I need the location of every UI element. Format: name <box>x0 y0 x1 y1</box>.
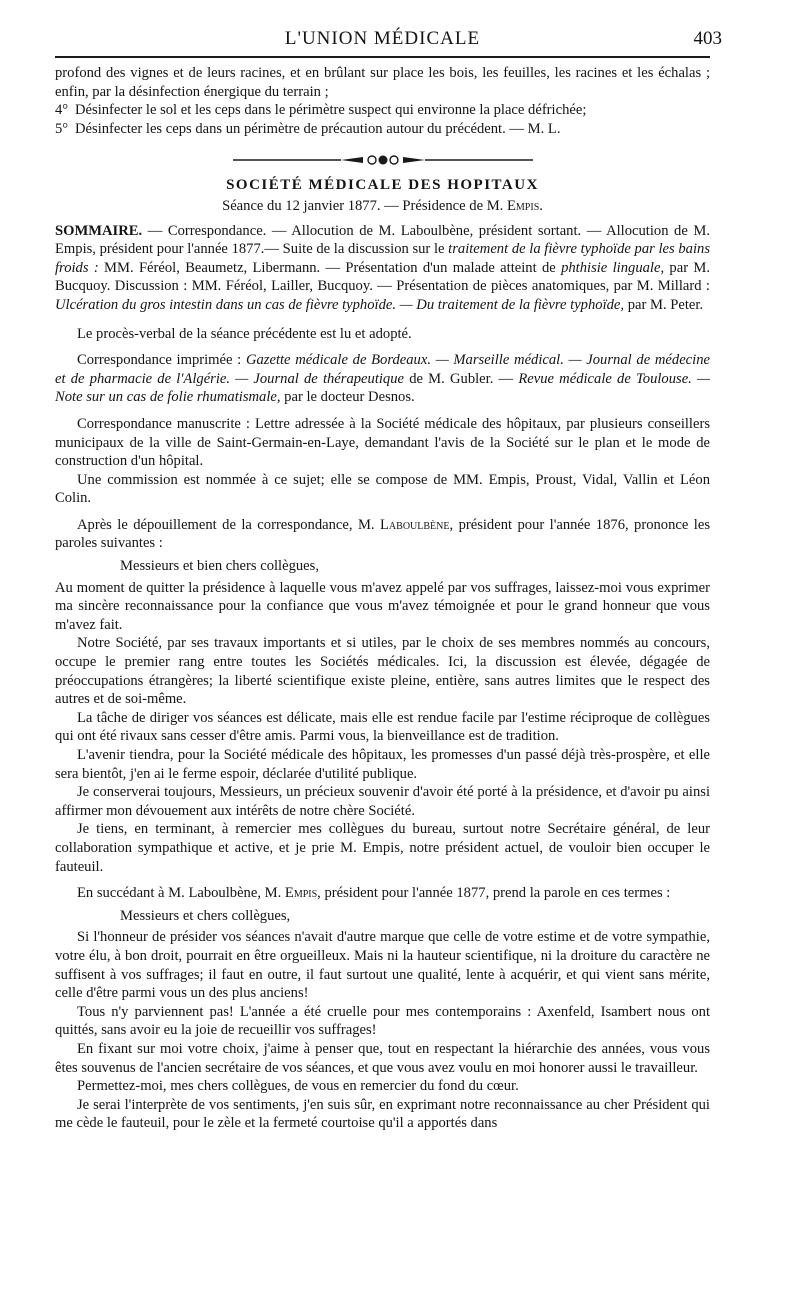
sommaire-text: MM. Féréol, Beaumetz, Libermann. — Présentation d'un malade atteint de <box>98 259 562 276</box>
running-title: L'UNION MÉDICALE <box>284 28 481 49</box>
paragraph-text: Après le dépouillement de la correspondance, M. <box>77 516 381 533</box>
sommaire-italic: traitement de la fièvre typhoïde par les bains froids : <box>55 241 710 276</box>
speech-paragraph: Tous n'y parviennent pas! L'année a été cruelle pour mes contemporains : Axenfeld, Isambert nous ont quittés, sans avoir eu la joie de recueillir vos suffrages! <box>55 1003 710 1039</box>
sommaire-text: — Correspondance. — Allocution de M. Laboulbène, président sortant. — Allocution de M. Empis, président pour l'année 1877.— Suite de la discussion sur le <box>55 222 710 258</box>
president-name: Empis. <box>507 197 543 214</box>
seance-date: Séance du 12 janvier 1877. — Présidence de M. <box>222 197 504 214</box>
sommaire <box>55 222 710 315</box>
sommaire-text: par M. Peter. <box>624 296 704 313</box>
section-title: SOCIÉTÉ MÉDICALE DES HOPITAUX <box>226 177 539 194</box>
speech-paragraph: L'avenir tiendra, pour la Société médicale des hôpitaux, les promesses d'un passé déjà très-prospère, et elle sera bientôt, j'en ai le ferme espoir, déclarée d'utilité publique. <box>55 747 710 782</box>
ornamental-divider <box>55 152 710 168</box>
paragraph-text: de M. Gubler. — <box>404 370 519 387</box>
page-header <box>55 22 722 58</box>
paragraph-text: président pour l'année 1876, prononce les paroles suivantes : <box>55 516 710 552</box>
speech-paragraph: Au moment de quitter la présidence à laquelle vous m'avez appelé par vos suffrages, laissez-moi vous exprimer ma sincère reconnaissance pour la confiance que vous m'avez témoignée et pour le grand honneur que vous m'avez fait. <box>55 579 710 633</box>
page-number: 403 <box>693 28 722 49</box>
speech-paragraph: Si l'honneur de présider vos séances n'avait d'autre marque que celle de votre estime et de votre sympathie, votre élu, à bon droit, pourrait en être orgueilleux. Mais ni la hauteur scientifique, ni la droiture du caractère ne suffisent à vos suffrages; il faut en outre, il faut surtout une qualité, lente à acquérir, et qui vient sans mérite, celle d'être parmi vous un des plus anciens! <box>55 929 710 1002</box>
list-text: Désinfecter le sol et les ceps dans le périmètre suspect qui environne la place défrichée; <box>75 102 587 119</box>
speaker-name: Empis, <box>284 885 321 902</box>
proces-verbal: Le procès-verbal de la séance précédente est lu et adopté. <box>77 325 412 342</box>
sommaire-label: SOMMAIRE. <box>55 222 143 239</box>
list-marker: 4° <box>55 102 69 119</box>
speech-paragraph: Notre Société, par ses travaux importants et si utiles, par le choix de ses membres nommés au concours, occupe le premier rang entre toutes les Sociétés médicales. Ici, la discussion est élevée, dégagée de préoccupations étrangères; la liberté scientifique existe pleine, entière, sans autres limites que le respect des autres et de soi-même. <box>55 635 710 708</box>
seance-line <box>55 197 710 216</box>
divider-ornament-icon <box>233 153 533 167</box>
journal-titles: Gazette médicale de Bordeaux. — Marseille médical. — Journal de médecine et de pharmacie de l'Algérie. — Journal de thérapeutique <box>55 352 710 387</box>
sommaire-italic: phthisie linguale, <box>561 259 665 276</box>
speech-paragraph: Permettez-moi, mes chers collègues, de vous en remercier du fond du cœur. <box>77 1078 519 1095</box>
list-item-5 <box>55 120 710 139</box>
correspondance-imprimee <box>55 351 710 407</box>
list-marker: 5° <box>55 120 69 137</box>
speech-paragraph: La tâche de diriger vos séances est délicate, mais elle est rendue facile par l'estime réciproque de collègues qui ont été rivaux sans cesser d'être amis. Parmi vous, la bienveillance est de tradition. <box>55 709 710 745</box>
speaker-name: Laboulbène, <box>380 516 454 533</box>
journal-titles: Revue médicale de Toulouse. — Note sur un cas de folie rhumatismale, <box>55 370 710 406</box>
speech-paragraph: Je conserverai toujours, Messieurs, un précieux souvenir d'avoir été porté à la présidence, et d'avoir pu ainsi affirmer mon dévouement aux intérêts de notre chère Société. <box>55 784 710 819</box>
paragraph-text: Correspondance imprimée : <box>77 352 246 369</box>
salutation: Messieurs et bien chers collègues, <box>120 558 319 575</box>
speech-paragraph: Je serai l'interprète de vos sentiments, j'en suis sûr, en exprimant notre reconnaissance au cher Président qui me cède le fauteuil, pour le zèle et la fermeté courtoise qu'il a apportés dans <box>55 1096 710 1132</box>
intro-continuation: profond des vignes et de leurs racines, et en brûlant sur place les bois, les feuilles, les racines et les échalas ; enfin, par la désinfection énergique du terrain ; <box>55 65 710 100</box>
en-succedant <box>55 884 710 903</box>
sommaire-text: par M. Bucquoy. Discussion : MM. Féréol, Lailler, Bucquoy. — Présentation de pièces anatomiques, par M. Millard : <box>55 259 710 295</box>
list-item-4 <box>55 101 710 120</box>
article-body <box>55 64 710 1133</box>
sommaire-italic: Ulcération du gros intestin dans un cas de fièvre typhoïde. — Du traitement de la fièvre typhoïde, <box>55 296 625 313</box>
paragraph-text: En succédant à M. Laboulbène, M. <box>77 885 285 902</box>
commission: Une commission est nommée à ce sujet; elle se compose de MM. Empis, Proust, Vidal, Vallin et Léon Colin. <box>55 471 710 507</box>
salutation: Messieurs et chers collègues, <box>120 907 291 924</box>
speech-paragraph: En fixant sur moi votre choix, j'aime à penser que, tout en respectant la hiérarchie des années, vous vous êtes souvenus de l'ancien secrétaire de vos séances, et que vous avez voulu en moi honorer aussi le travailleur. <box>55 1040 710 1076</box>
speech-paragraph: Je tiens, en terminant, à remercier mes collègues du bureau, surtout notre Secrétaire général, de leur collaboration sympathique et active, et je prie M. Empis, notre président actuel, de vouloir bien occuper le fauteuil. <box>55 821 710 875</box>
apres-depouillement <box>55 516 710 553</box>
paragraph-text: par le docteur Desnos. <box>280 389 415 406</box>
correspondance-manuscrite: Correspondance manuscrite : Lettre adressée à la Société médicale des hôpitaux, par plusieurs conseillers municipaux de la ville de Saint-Germain-en-Laye, demandant l'avis de la Société sur le plan et le mode de construction d'un hôpital. <box>55 415 710 470</box>
paragraph-text: président pour l'année 1877, prend la parole en ces termes : <box>320 885 671 902</box>
list-text: Désinfecter les ceps dans un périmètre de précaution autour du précédent. — M. L. <box>75 120 561 137</box>
